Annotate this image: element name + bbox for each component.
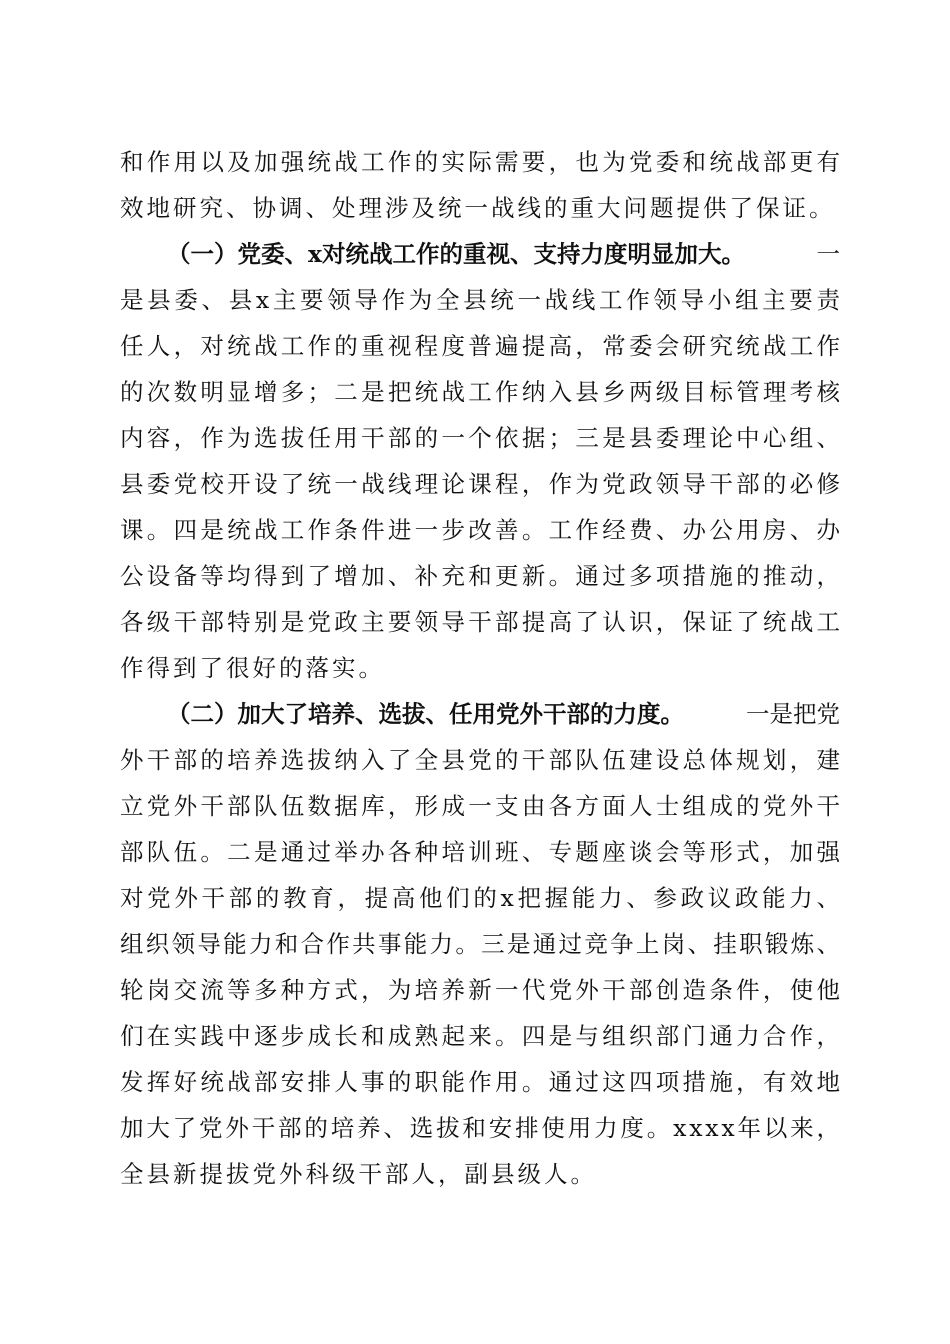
paragraph-line [120,691,840,737]
paragraph-line [120,1059,844,1105]
document-body [120,139,844,1197]
line-text: 一 [816,240,840,268]
line-text: 一是把党 [746,700,840,728]
paragraph-line [120,783,844,829]
paragraph-line [120,277,844,323]
line-text: 任人，对统战工作的重视程度普遍提高，常委会研究统战工作 [120,332,844,360]
paragraph-line [120,185,840,231]
paragraph-line [120,645,840,691]
line-text: 公设备等均得到了增加、补充和更新。通过多项措施的推动， [120,562,844,590]
line-text: 加大了党外干部的培养、选拔和安排使用力度。xxxx年以来， [120,1114,843,1142]
intro-paragraph [120,139,844,231]
section-2-heading: （二）加大了培养、选拔、任用党外干部的力度。 [167,700,684,728]
line-text: 们在实践中逐步成长和成熟起来。四是与组织部门通力合作， [120,1022,844,1050]
section-2-paragraph [120,691,844,1197]
line-text: 外干部的培养选拔纳入了全县党的干部队伍建设总体规划，建 [120,746,844,774]
line-text: 对党外干部的教育，提高他们的x把握能力、参政议政能力、 [120,884,844,912]
line-text: 是县委、县x主要领导作为全县统一战线工作领导小组主要责 [120,286,844,314]
paragraph-line [120,1013,844,1059]
paragraph-line [120,507,844,553]
line-text: 各级干部特别是党政主要领导干部提高了认识，保证了统战工 [120,608,844,636]
line-text: 县委党校开设了统一战线理论课程，作为党政领导干部的必修 [120,470,844,498]
line-text: 内容，作为选拔任用干部的一个依据；三是县委理论中心组、 [120,424,844,452]
paragraph-line [120,553,844,599]
paragraph-line [120,967,844,1013]
section-1-paragraph [120,231,844,691]
line-text: 立党外干部队伍数据库，形成一支由各方面人士组成的党外干 [120,792,844,820]
line-text: 轮岗交流等多种方式，为培养新一代党外干部创造条件，使他 [120,976,844,1004]
line-text: 组织领导能力和合作共事能力。三是通过竞争上岗、挂职锻炼、 [120,930,843,958]
paragraph-line [120,415,844,461]
paragraph-line [120,737,844,783]
paragraph-line [120,139,844,185]
line-text: 全县新提拔党外科级干部人，副县级人。 [120,1160,597,1188]
line-text: 的次数明显增多；二是把统战工作纳入县乡两级目标管理考核 [120,378,844,406]
line-text: 课。四是统战工作条件进一步改善。工作经费、办公用房、办 [120,516,844,544]
paragraph-line [120,921,843,967]
paragraph-line [120,231,840,277]
line-text: 作得到了很好的落实。 [120,654,385,682]
paragraph-line [120,323,844,369]
paragraph-line [120,875,844,921]
paragraph-line [120,461,844,507]
paragraph-line [120,369,844,415]
paragraph-line [120,829,844,875]
line-text: 和作用以及加强统战工作的实际需要，也为党委和统战部更有 [120,148,844,176]
section-1-heading: （一）党委、x对统战工作的重视、支持力度明显加大。 [167,240,746,268]
line-text: 发挥好统战部安排人事的职能作用。通过这四项措施，有效地 [120,1068,844,1096]
line-text: 效地研究、协调、处理涉及统一战线的重大问题提供了保证。 [120,194,836,222]
paragraph-line [120,599,844,645]
line-text: 部队伍。二是通过举办各种培训班、专题座谈会等形式，加强 [120,838,844,866]
paragraph-line [120,1105,843,1151]
paragraph-line [120,1151,840,1197]
